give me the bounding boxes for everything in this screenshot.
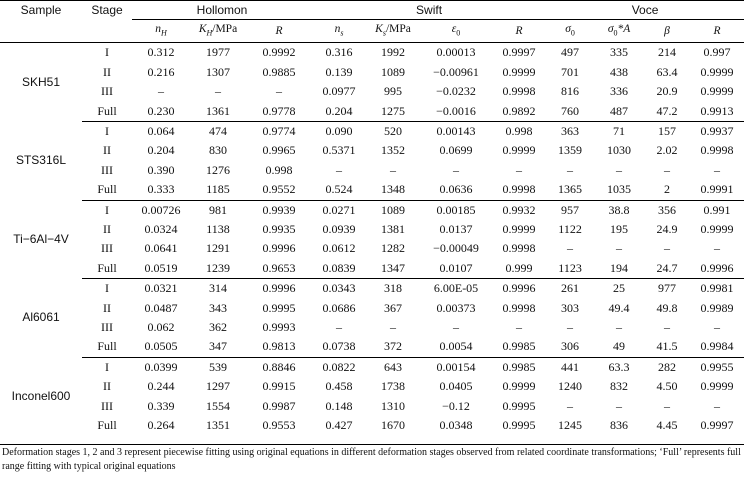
cell-KH: 539 <box>209 359 227 374</box>
cell-eps0: 0.00154 <box>436 359 476 374</box>
cell-stage: I <box>105 281 109 296</box>
cell-KH: 1291 <box>206 241 230 256</box>
cell-sigma0: 701 <box>561 64 580 79</box>
header-nH: $n_H$ <box>132 20 190 43</box>
table-row <box>0 141 744 160</box>
cell-beta: – <box>664 398 671 413</box>
cell-sigma0: – <box>567 162 574 177</box>
cell-ns: 0.0343 <box>322 281 356 296</box>
table-body <box>0 43 744 436</box>
cell-nH: 0.064 <box>147 123 175 138</box>
cell-sigma0: 261 <box>561 281 580 296</box>
cell-ns: 0.0612 <box>322 241 356 256</box>
cell-R-swift: 0.9996 <box>502 281 536 296</box>
table-footnote: Deformation stages 1, 2 and 3 represent piecewise fitting using original equations in different deformation stages observed from related coordinate transformations; ‘Full’ represents full range fitting with typical original equations <box>2 447 741 472</box>
cell-stage: II <box>103 143 111 158</box>
cell-Ks: 1275 <box>366 102 420 122</box>
cell-R-swift: 0.9892 <box>492 102 546 122</box>
cell-KH: 343 <box>209 300 227 315</box>
cell-sigma0: 363 <box>561 123 580 138</box>
cell-ns: 0.0977 <box>322 84 356 99</box>
cell-R-hollomon: 0.9885 <box>262 64 296 79</box>
cell-R-voce: 0.9999 <box>700 84 734 99</box>
table-row <box>0 220 744 239</box>
cell-sigma0: 1245 <box>558 418 583 433</box>
table-row <box>0 102 744 122</box>
header-hollomon: Hollomon <box>132 1 312 20</box>
cell-stage: II <box>103 221 111 236</box>
cell-R-swift: 0.9998 <box>492 180 546 200</box>
cell-R-swift: 0.9998 <box>502 300 536 315</box>
sample-name: SKH51 <box>21 74 61 89</box>
cell-R-voce: 0.997 <box>703 45 731 60</box>
cell-KH: 1361 <box>190 102 246 122</box>
cell-R-swift: – <box>516 162 523 177</box>
table-row <box>0 180 744 200</box>
header-R-voce: R <box>690 20 744 43</box>
cell-nH: 0.333 <box>132 180 190 200</box>
cell-eps0: 0.0054 <box>420 337 492 357</box>
cell-Ks: 1738 <box>381 379 406 394</box>
cell-ns: – <box>336 162 343 177</box>
cell-R-voce: 0.9984 <box>690 337 744 357</box>
cell-KH: 1297 <box>206 379 230 394</box>
cell-R-voce: 0.9996 <box>690 259 744 279</box>
cell-nH: 0.00726 <box>141 202 181 217</box>
cell-sigma0: 1123 <box>546 259 594 279</box>
cell-nH: 0.244 <box>147 379 175 394</box>
cell-KH: 1138 <box>206 221 230 236</box>
header-R-swift: R <box>492 20 546 43</box>
cell-eps0: 0.00013 <box>436 45 476 60</box>
cell-stage: Full <box>82 180 132 200</box>
cell-Ks: 372 <box>366 337 420 357</box>
cell-KH: 1239 <box>190 259 246 279</box>
table-row <box>0 43 744 63</box>
cell-ns: 0.316 <box>325 45 353 60</box>
cell-eps0: 0.0699 <box>439 143 473 158</box>
cell-beta: 24.9 <box>656 221 678 236</box>
cell-R-swift: 0.9999 <box>502 221 536 236</box>
cell-sigma0A: 195 <box>610 221 629 236</box>
cell-Ks: – <box>390 162 397 177</box>
cell-beta: 47.2 <box>644 102 690 122</box>
cell-nH: 0.264 <box>147 418 175 433</box>
cell-R-hollomon: 0.9992 <box>262 45 296 60</box>
cell-eps0: 0.0405 <box>439 379 473 394</box>
cell-beta: 63.4 <box>656 64 678 79</box>
header-voce: Voce <box>546 1 744 20</box>
cell-eps0: −0.0232 <box>436 84 476 99</box>
header-beta: β <box>644 20 690 43</box>
cell-stage: III <box>101 162 113 177</box>
cell-Ks: 1310 <box>381 398 406 413</box>
header-R-hollomon: R <box>246 20 312 43</box>
cell-sigma0A: 49.4 <box>608 300 630 315</box>
cell-sigma0A: 49 <box>594 337 644 357</box>
cell-KH: 830 <box>209 143 227 158</box>
cell-sigma0A: – <box>616 162 623 177</box>
cell-R-voce: 0.9991 <box>690 180 744 200</box>
cell-sigma0A: 71 <box>613 123 626 138</box>
cell-R-voce: 0.9989 <box>700 300 734 315</box>
cell-beta: – <box>664 241 671 256</box>
cell-R-hollomon: 0.9996 <box>262 281 296 296</box>
cell-Ks: – <box>390 319 397 334</box>
cell-stage: I <box>105 202 109 217</box>
cell-sigma0: 1365 <box>546 180 594 200</box>
cell-R-voce: 0.9999 <box>700 379 734 394</box>
cell-sigma0: – <box>567 398 574 413</box>
cell-R-voce: 0.9913 <box>690 102 744 122</box>
cell-sigma0: 957 <box>561 202 580 217</box>
cell-beta: 2 <box>644 180 690 200</box>
cell-beta: 157 <box>658 123 677 138</box>
cell-ns: 0.0822 <box>322 359 356 374</box>
cell-nH: 0.0399 <box>144 359 178 374</box>
cell-sigma0A: 438 <box>610 64 629 79</box>
cell-beta: 2.02 <box>656 143 678 158</box>
cell-nH: 0.339 <box>147 398 175 413</box>
table-row <box>0 63 744 82</box>
cell-sigma0A: – <box>616 319 623 334</box>
cell-nH: 0.204 <box>147 143 175 158</box>
cell-eps0: 0.0636 <box>420 180 492 200</box>
cell-eps0: −0.0016 <box>420 102 492 122</box>
cell-ns: 0.5371 <box>322 143 356 158</box>
cell-ns: 0.0271 <box>322 202 356 217</box>
cell-nH: 0.0321 <box>144 281 178 296</box>
cell-R-voce: 0.9998 <box>700 143 734 158</box>
header-sample: Sample <box>0 1 82 43</box>
cell-KH: 981 <box>209 202 227 217</box>
header-stage: Stage <box>82 1 132 43</box>
cell-beta: 356 <box>658 202 677 217</box>
cell-R-hollomon: – <box>276 84 283 99</box>
cell-R-voce: – <box>714 398 721 413</box>
cell-R-swift: 0.9985 <box>492 337 546 357</box>
header-sigma0: $\sigma_0$ <box>546 20 594 43</box>
cell-R-voce: 0.991 <box>703 202 731 217</box>
cell-Ks: 1992 <box>381 45 406 60</box>
cell-eps0: 0.00185 <box>436 202 476 217</box>
cell-beta: 282 <box>658 359 677 374</box>
cell-R-hollomon: 0.9778 <box>246 102 312 122</box>
cell-Ks: 318 <box>384 281 403 296</box>
cell-stage: I <box>105 45 109 60</box>
cell-KH: 1351 <box>206 418 230 433</box>
cell-R-hollomon: 0.9996 <box>262 241 296 256</box>
sample-name: STS316L <box>15 153 67 168</box>
cell-Ks: 520 <box>384 123 403 138</box>
table-row <box>0 161 744 180</box>
cell-stage: II <box>103 379 111 394</box>
cell-R-hollomon: 0.9939 <box>262 202 296 217</box>
cell-R-hollomon: 0.9774 <box>262 123 296 138</box>
cell-R-swift: 0.9997 <box>502 45 536 60</box>
cell-ns: 0.524 <box>312 180 366 200</box>
cell-eps0: 0.0348 <box>439 418 473 433</box>
cell-beta: 4.45 <box>656 418 678 433</box>
cell-eps0: 0.0107 <box>420 259 492 279</box>
cell-nH: 0.0641 <box>144 241 178 256</box>
cell-R-swift: 0.9995 <box>502 418 536 433</box>
cell-R-hollomon: 0.9935 <box>262 221 296 236</box>
cell-stage: III <box>101 84 113 99</box>
table-row <box>0 337 744 357</box>
cell-Ks: 1282 <box>381 241 406 256</box>
cell-beta: 4.50 <box>656 379 678 394</box>
cell-nH: 0.0324 <box>144 221 178 236</box>
cell-R-hollomon: 0.9813 <box>246 337 312 357</box>
cell-KH: 1554 <box>206 398 230 413</box>
cell-beta: 49.8 <box>656 300 678 315</box>
cell-sigma0A: 194 <box>594 259 644 279</box>
cell-beta: 24.7 <box>644 259 690 279</box>
cell-stage: Full <box>82 102 132 122</box>
cell-R-voce: – <box>714 319 721 334</box>
cell-R-swift: 0.9995 <box>502 398 536 413</box>
header-Ks: $K_s$/MPa <box>366 20 420 43</box>
cell-nH: 0.216 <box>147 64 175 79</box>
cell-sigma0: – <box>567 319 574 334</box>
table-row <box>0 121 744 141</box>
cell-Ks: 995 <box>384 84 403 99</box>
cell-ns: 0.427 <box>325 418 353 433</box>
cell-Ks: 1381 <box>381 221 406 236</box>
cell-beta: – <box>664 319 671 334</box>
cell-nH: 0.390 <box>147 162 175 177</box>
cell-stage: III <box>101 241 113 256</box>
cell-KH: 1977 <box>206 45 230 60</box>
cell-stage: II <box>103 64 111 79</box>
cell-ns: 0.139 <box>325 64 353 79</box>
cell-sigma0A: 25 <box>613 281 626 296</box>
cell-R-swift: 0.9932 <box>502 202 536 217</box>
table-bottom-rule <box>0 444 744 445</box>
cell-R-hollomon: 0.9995 <box>262 300 296 315</box>
header-swift: Swift <box>312 1 546 20</box>
cell-sigma0A: 336 <box>610 84 629 99</box>
cell-nH: 0.230 <box>132 102 190 122</box>
cell-sigma0: 303 <box>561 300 580 315</box>
cell-eps0: 0.00143 <box>436 123 476 138</box>
cell-R-voce: 0.9999 <box>700 221 734 236</box>
cell-Ks: 1352 <box>381 143 406 158</box>
cell-sigma0: 1359 <box>558 143 583 158</box>
cell-KH: 1185 <box>190 180 246 200</box>
cell-sigma0A: 63.3 <box>608 359 630 374</box>
cell-nH: 0.312 <box>147 45 175 60</box>
cell-ns: 0.0839 <box>312 259 366 279</box>
header-KH: $K_H$/MPa <box>190 20 246 43</box>
cell-ns: 0.0686 <box>322 300 356 315</box>
cell-ns: – <box>336 319 343 334</box>
cell-R-hollomon: 0.9987 <box>262 398 296 413</box>
table-row <box>0 239 744 258</box>
cell-sigma0: 1122 <box>558 221 582 236</box>
cell-R-hollomon: 0.998 <box>265 162 293 177</box>
cell-sigma0: 1240 <box>558 379 583 394</box>
cell-KH: – <box>215 84 221 99</box>
cell-KH: 347 <box>190 337 246 357</box>
cell-nH: 0.062 <box>147 319 175 334</box>
cell-R-voce: – <box>714 241 721 256</box>
group-header-row <box>0 1 744 20</box>
cell-R-swift: 0.9998 <box>502 241 536 256</box>
cell-Ks: 1089 <box>381 64 406 79</box>
cell-KH: 362 <box>209 319 227 334</box>
cell-eps0: – <box>453 162 460 177</box>
cell-R-swift: 0.9999 <box>502 64 536 79</box>
cell-ns: 0.0939 <box>322 221 356 236</box>
cell-R-swift: 0.998 <box>505 123 533 138</box>
cell-Ks: 1089 <box>381 202 406 217</box>
cell-ns: 0.0738 <box>312 337 366 357</box>
cell-KH: 314 <box>209 281 227 296</box>
cell-stage: III <box>101 398 113 413</box>
cell-R-swift: 0.999 <box>492 259 546 279</box>
table-row <box>0 200 744 220</box>
cell-sigma0: – <box>567 241 574 256</box>
table-row <box>0 279 744 299</box>
cell-R-hollomon: 0.9993 <box>262 319 296 334</box>
table-row <box>0 377 744 396</box>
cell-R-hollomon: 0.9552 <box>246 180 312 200</box>
cell-ns: 0.148 <box>325 398 353 413</box>
cell-sigma0A: – <box>616 398 623 413</box>
cell-stage: I <box>105 359 109 374</box>
cell-eps0: 0.00373 <box>436 300 476 315</box>
cell-sigma0A: 335 <box>610 45 629 60</box>
cell-sigma0A: 1035 <box>594 180 644 200</box>
cell-R-voce: 0.9997 <box>700 418 734 433</box>
cell-Ks: 1347 <box>366 259 420 279</box>
cell-eps0: −0.00961 <box>433 64 479 79</box>
cell-beta: 214 <box>658 45 677 60</box>
cell-ns: 0.458 <box>325 379 353 394</box>
cell-R-swift: 0.9999 <box>502 143 536 158</box>
sample-name: Inconel600 <box>11 388 71 403</box>
cell-sigma0: 816 <box>561 84 580 99</box>
table-row <box>0 259 744 279</box>
cell-eps0: −0.12 <box>442 398 470 413</box>
cell-R-hollomon: 0.8846 <box>262 359 296 374</box>
cell-R-swift: 0.9985 <box>502 359 536 374</box>
cell-stage: Full <box>82 337 132 357</box>
cell-R-hollomon: 0.9653 <box>246 259 312 279</box>
cell-sigma0A: 836 <box>610 418 629 433</box>
cell-sigma0: 760 <box>546 102 594 122</box>
table-row <box>0 82 744 101</box>
cell-sigma0: 441 <box>561 359 580 374</box>
cell-sigma0A: 1030 <box>607 143 632 158</box>
cell-nH: 0.0519 <box>132 259 190 279</box>
cell-stage: III <box>101 319 113 334</box>
cell-R-hollomon: 0.9915 <box>262 379 296 394</box>
cell-nH: 0.0505 <box>132 337 190 357</box>
cell-R-hollomon: 0.9965 <box>262 143 296 158</box>
cell-R-voce: – <box>714 162 721 177</box>
cell-stage: I <box>105 123 109 138</box>
cell-sigma0A: 38.8 <box>608 202 630 217</box>
cell-Ks: 1348 <box>366 180 420 200</box>
cell-R-voce: 0.9999 <box>700 64 734 79</box>
cell-stage: Full <box>82 259 132 279</box>
cell-beta: – <box>664 162 671 177</box>
cell-R-swift: 0.9998 <box>502 84 536 99</box>
cell-eps0: 0.0137 <box>439 221 473 236</box>
cell-nH: – <box>158 84 164 99</box>
table-row <box>0 416 744 435</box>
cell-ns: 0.090 <box>325 123 353 138</box>
cell-R-voce: 0.9981 <box>700 281 734 296</box>
cell-eps0: −0.00049 <box>433 241 479 256</box>
cell-sigma0A: 487 <box>594 102 644 122</box>
cell-sigma0: 497 <box>561 45 580 60</box>
cell-R-swift: 0.9999 <box>502 379 536 394</box>
cell-KH: 1276 <box>206 162 230 177</box>
cell-eps0: 6.00E-05 <box>433 281 479 296</box>
cell-R-voce: 0.9955 <box>700 359 734 374</box>
table-row <box>0 397 744 416</box>
cell-eps0: – <box>453 319 460 334</box>
cell-R-voce: 0.9937 <box>700 123 734 138</box>
cell-ns: 0.204 <box>312 102 366 122</box>
header-sigma0A: $\sigma_0*A$ <box>594 20 644 43</box>
cell-beta: 41.5 <box>644 337 690 357</box>
table-row <box>0 299 744 318</box>
cell-stage: II <box>103 300 111 315</box>
cell-KH: 1307 <box>206 64 230 79</box>
header-ns: $n_s$ <box>312 20 366 43</box>
cell-KH: 474 <box>209 123 227 138</box>
cell-beta: 977 <box>658 281 677 296</box>
cell-stage: Full <box>97 418 117 433</box>
cell-Ks: 643 <box>384 359 403 374</box>
cell-nH: 0.0487 <box>144 300 178 315</box>
sample-name: Al6061 <box>22 310 60 325</box>
table-row <box>0 357 744 377</box>
cell-Ks: 1670 <box>381 418 406 433</box>
cell-R-hollomon: 0.9553 <box>262 418 296 433</box>
header-eps0: $\varepsilon_0$ <box>420 20 492 43</box>
cell-sigma0A: 832 <box>610 379 629 394</box>
sample-name: Ti−6Al−4V <box>13 231 69 246</box>
cell-Ks: 367 <box>384 300 403 315</box>
cell-sigma0A: – <box>616 241 623 256</box>
cell-R-swift: – <box>516 319 523 334</box>
cell-beta: 20.9 <box>656 84 678 99</box>
table-row <box>0 318 744 337</box>
cell-sigma0: 306 <box>546 337 594 357</box>
